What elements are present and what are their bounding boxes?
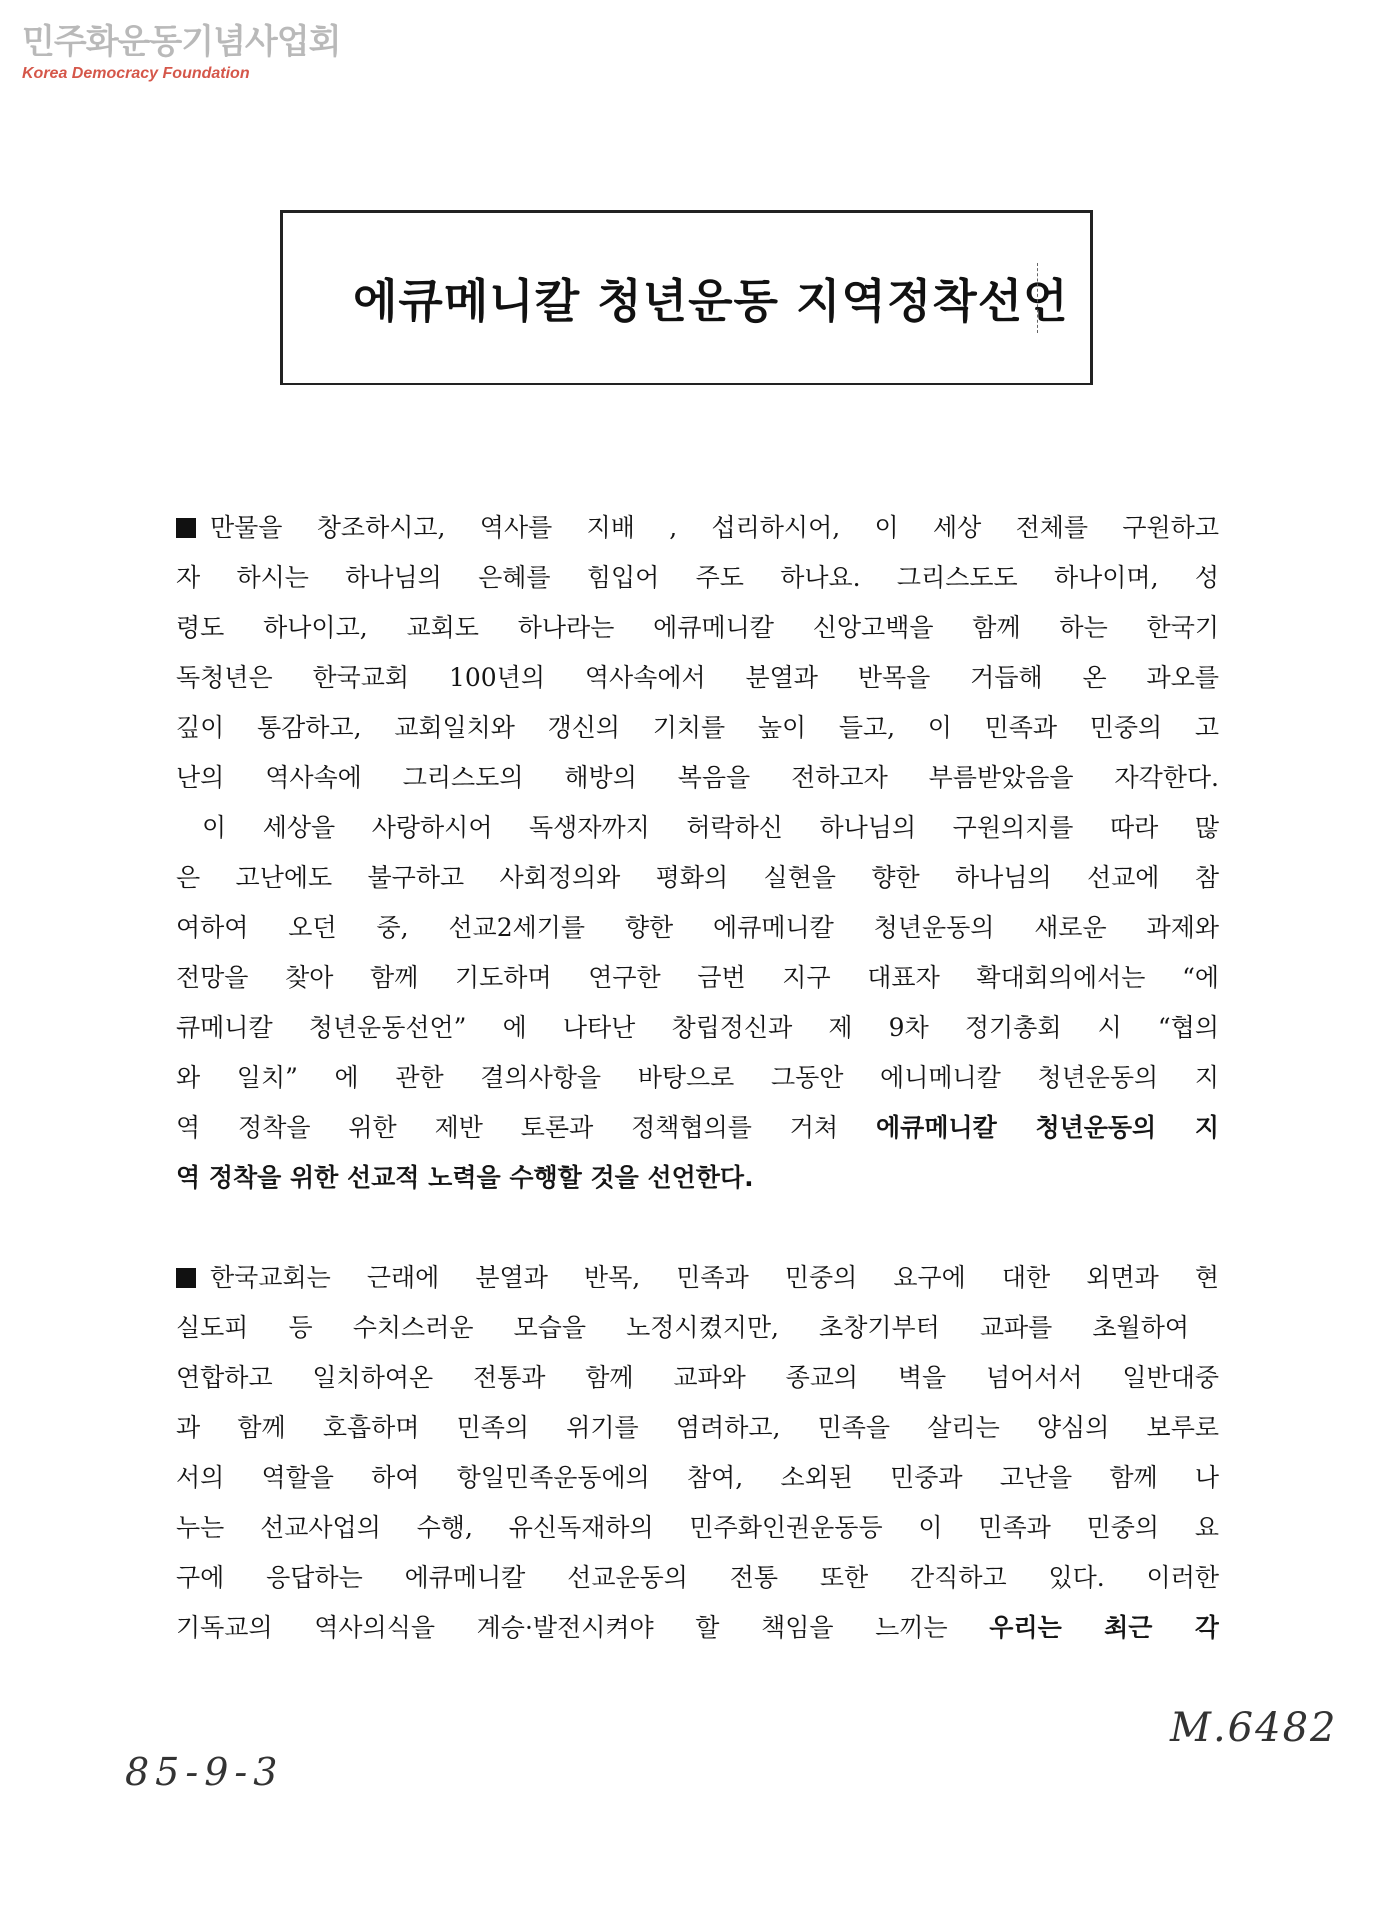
paragraph-2-line-2: 실도피 등 수치스러운 모습을 노정시켰지만, 초창기부터 교파를 초월하여 [176,1313,1189,1342]
paragraph-1-line-7: 이 세상을 사랑하시어 독생자까지 허락하신 하나님의 구원의지를 따라 많 [202,813,1219,842]
paragraph-1-line-4: 독청년은 한국교회 100년의 역사속에서 분열과 반목을 거듭해 온 과오를 [176,663,1219,692]
paragraph-1-line-9: 여하여 오던 중, 선교2세기를 향한 에큐메니칼 청년운동의 새로운 과제와 [176,913,1219,942]
paragraph-1-line-11: 큐메니칼 청년운동선언” 에 나타난 창립정신과 제 9차 정기총회 시 “협의 [176,1013,1219,1042]
paragraph-1-line-2: 자 하시는 하나님의 은혜를 힘입어 주도 하나요. 그리스도도 하나이며, 성 [176,563,1219,592]
document-title: 에큐메니칼 청년운동 지역정착선언 [353,274,1069,328]
bold-segment: 우리는 최근 각 [989,1613,1219,1642]
paragraph-2-line-5: 서의 역할을 하여 항일민족운동에의 참여, 소외된 민중과 고난을 함께 나 [176,1463,1219,1492]
paragraph-2-line-7: 구에 응답하는 에큐메니칼 선교운동의 전통 또한 간직하고 있다. 이러한 [176,1563,1219,1592]
paragraph-1-line-13: 역 정착을 위한 제반 토론과 정책협의를 거쳐 에큐메니칼 청년운동의 지 [176,1113,1219,1142]
paragraph-2-line-3: 연합하고 일치하여온 전통과 함께 교파와 종교의 벽을 넘어서서 일반대중 [176,1363,1219,1392]
paragraph-2-line-4: 과 함께 호흡하며 민족의 위기를 염려하고, 민족을 살리는 양심의 보루로 [176,1413,1219,1442]
title-box [280,210,1093,385]
paragraph-1 [176,503,1219,1203]
paragraph-1-line-14: 역 정착을 위한 선교적 노력을 수행할 것을 선언한다. [176,1163,754,1192]
foundation-logo [22,22,341,84]
title-box-mark [1037,263,1040,333]
paragraph-1-line-12: 와 일치” 에 관한 결의사항을 바탕으로 그동안 에니메니칼 청년운동의 지 [176,1063,1219,1092]
handwritten-archive-number: M.6482 [1170,1705,1338,1751]
paragraph-1-line-6: 난의 역사속에 그리스도의 해방의 복음을 전하고자 부름받았음을 자각한다. [176,763,1219,792]
logo-korean-text: 민주화운동기념사업회 [22,22,341,62]
paragraph-1-line-3: 령도 하나이고, 교회도 하나라는 에큐메니칼 신앙고백을 함께 하는 한국기 [176,613,1219,642]
bold-declaration-part-1: 에큐메니칼 청년운동의 지 [876,1113,1219,1142]
square-bullet-icon [176,1268,196,1288]
paragraph-2-line-1: 한국교회는 근래에 분열과 반목, 민족과 민중의 요구에 대한 외면과 현 [176,1253,1219,1303]
handwritten-date: 85-9-3 [125,1750,284,1794]
paragraph-1-line-10: 전망을 찾아 함께 기도하며 연구한 금번 지구 대표자 확대회의에서는 “에 [176,963,1219,992]
logo-english-text: Korea Democracy Foundation [22,65,250,82]
paragraph-2-line-8: 기독교의 역사의식을 계승·발전시켜야 할 책임을 느끼는 우리는 최근 각 [176,1613,1219,1642]
paragraph-1-line-1: 만물을 창조하시고, 역사를 지배 , 섭리하시어, 이 세상 전체를 구원하고 [176,503,1219,553]
square-bullet-icon [176,518,196,538]
paragraph-2-line-6: 누는 선교사업의 수행, 유신독재하의 민주화인권운동등 이 민족과 민중의 요 [176,1513,1219,1542]
paragraph-2 [176,1253,1219,1653]
paragraph-1-line-5: 깊이 통감하고, 교회일치와 갱신의 기치를 높이 들고, 이 민족과 민중의 고 [176,713,1219,742]
paragraph-1-line-8: 은 고난에도 불구하고 사회정의와 평화의 실현을 향한 하나님의 선교에 참 [176,863,1219,892]
